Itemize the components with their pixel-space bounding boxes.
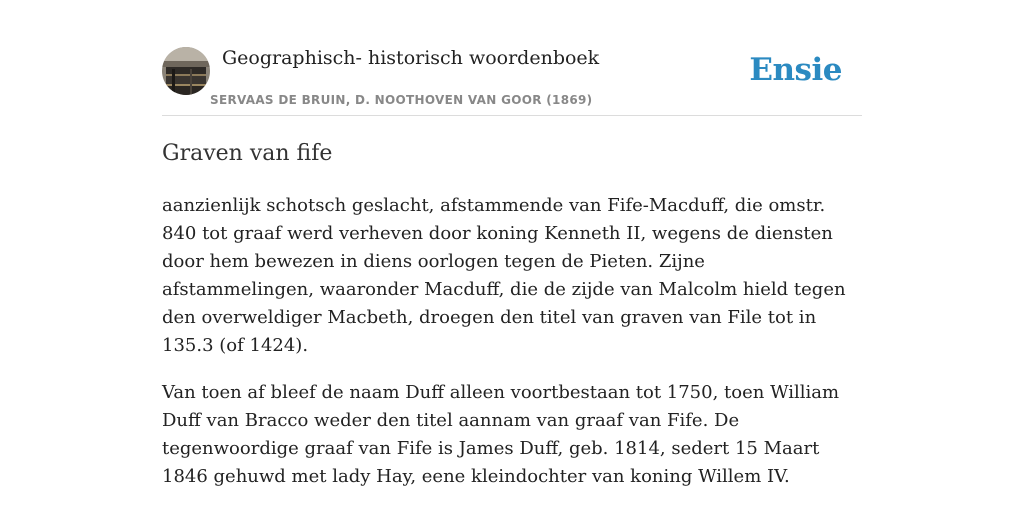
book-avatar[interactable] — [162, 47, 210, 95]
ensie-logo-link[interactable]: Ensie — [749, 52, 842, 88]
book-header — [162, 46, 862, 116]
book-spines-icon — [162, 47, 210, 95]
book-authors-year: SERVAAS DE BRUIN, D. NOOTHOVEN VAN GOOR (1869) — [210, 93, 593, 107]
entry-paragraph: Van toen af bleef de naam Duff alleen voortbestaan tot 1750, toen William Duff van Bracco weder den titel aannam van graaf van Fife. De tegenwoordige graaf van Fife is James Duff, geb. 1814, sedert 15 Maart 1846 gehuwd met lady Hay, eene kleindochter van koning Willem IV. — [162, 382, 840, 487]
book-title[interactable]: Geographisch- historisch woordenboek — [222, 47, 600, 69]
entry-paragraph: aanzienlijk schotsch geslacht, afstammende van Fife-Macduff, die omstr. 840 tot graaf werd verheven door koning Kenneth II, wegens de diensten door hem bewezen in diens oorlogen tegen de Pieten. Zijne afstammelingen, waaronder Macduff, die de zijde van Malcolm hield tegen den overweldiger Macbeth, droegen den titel van graven van File tot in 135.3 (of 1424). — [162, 195, 846, 356]
entry-title: Graven van fife — [162, 141, 333, 166]
entry-content — [162, 192, 862, 510]
